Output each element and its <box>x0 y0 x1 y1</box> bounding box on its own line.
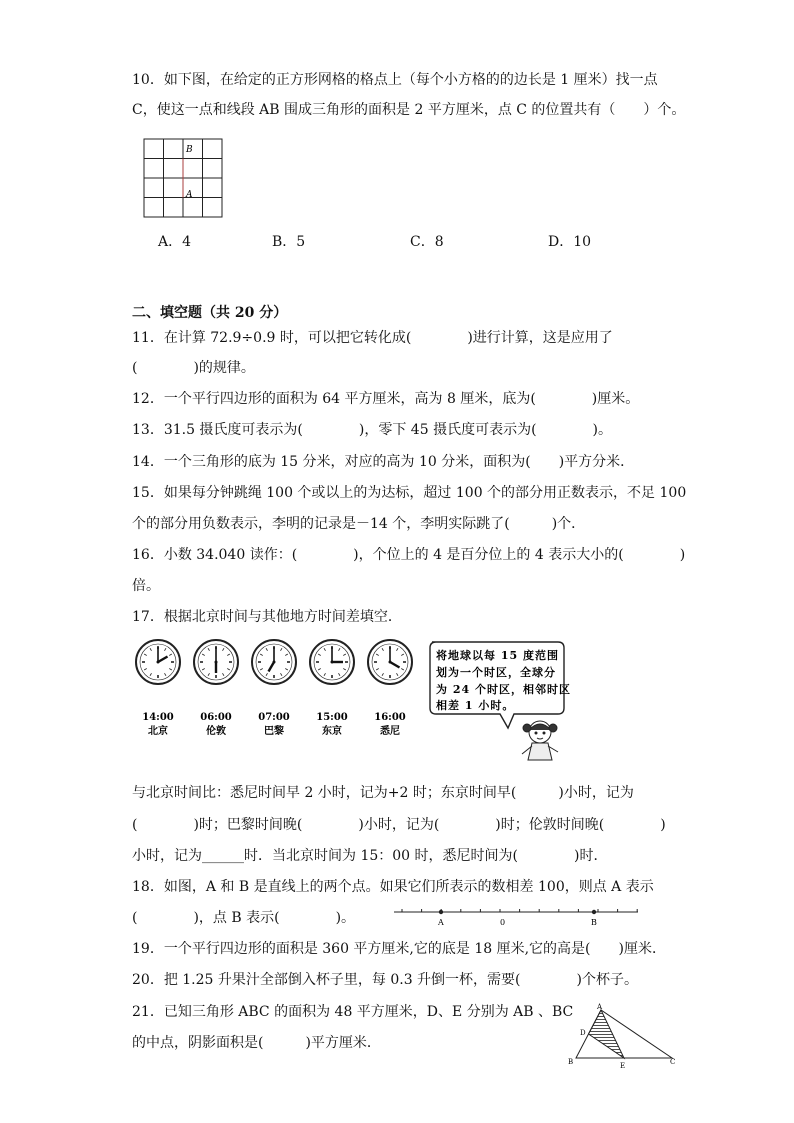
number-line-figure <box>392 902 642 928</box>
q13-text: 13．31.5 摄氏度可表示为( )，零下 45 摄氏度可表示为( )。 <box>132 422 612 438</box>
clock-time-label: 06:00 <box>200 712 232 723</box>
clock-4 <box>310 640 354 737</box>
clock-time-label: 16:00 <box>374 712 406 723</box>
clock-city-label: 北京 <box>148 726 168 737</box>
q18-line-2: ( )，点 B 表示( )。 <box>132 910 356 926</box>
q21-line-1: 21．已知三角形 ABC 的面积为 48 平方厘米，D、E 分别为 AB 、BC <box>132 1004 574 1020</box>
q20-text: 20．把 1.25 升果汁全部倒入杯子里，每 0.3 升倒一杯，需要( )个杯子。 <box>132 972 638 988</box>
q12-text: 12．一个平行四边形的面积为 64 平方厘米，高为 8 厘米，底为( )厘米。 <box>132 391 640 407</box>
bubble-line-2: 划为一个时区，全球分 <box>436 666 556 679</box>
bubble-line-3: 为 24 个时区，相邻时区 <box>436 683 571 696</box>
triangle-label-b: B <box>568 1058 574 1066</box>
q14-text: 14．一个三角形的底为 15 分米，对应的高为 10 分米，面积为( )平方分米． <box>132 454 635 470</box>
grid-label-a: A <box>186 190 193 200</box>
clock-time-label: 15:00 <box>316 712 348 723</box>
q10-line-2: C，使这一点和线段 AB 围成三角形的面积是 2 平方厘米，点 C 的位置共有（ ）个。 <box>132 102 686 118</box>
q16-line-1: 16．小数 34.040 读作：( )，个位上的 4 是百分位上的 4 表示大小的( ) <box>132 547 686 563</box>
section-title: 二、填空题（共 20 分） <box>132 305 288 321</box>
q15-line-2: 个的部分用负数表示，李明的记录是－14 个，李明实际跳了( )个． <box>132 516 586 532</box>
clock-5 <box>368 640 412 737</box>
q11-line-2: ( )的规律。 <box>132 360 255 376</box>
q10-line-1: 10．如下图，在给定的正方形网格的格点上（每个小方格的的边长是 1 厘米）找一点 <box>132 72 658 88</box>
q10-option-a: A．4 <box>158 234 192 250</box>
grid-label-b: B <box>186 145 193 155</box>
clock-city-label: 悉尼 <box>380 726 400 737</box>
clock-city-label: 巴黎 <box>264 726 284 737</box>
shaded-region <box>589 1010 625 1058</box>
q17-fill-1: 与北京时间比：悉尼时间早 2 小时，记为+2 时；东京时间早( )小时，记为 <box>132 785 634 801</box>
q17-fill-3: 小时，记为______时．当北京时间为 15：00 时，悉尼时间为( )时． <box>132 848 608 864</box>
point-b <box>592 910 596 914</box>
number-line-label-b: B <box>591 918 597 927</box>
triangle-label-d: D <box>580 1029 586 1037</box>
q10-option-b: B．5 <box>272 234 306 250</box>
clock-city-label: 东京 <box>322 726 342 737</box>
q10-option-d: D．10 <box>548 234 592 250</box>
q17-text: 17．根据北京时间与其他地方时间差填空． <box>132 609 402 625</box>
clock-1 <box>136 640 180 737</box>
q17-fill-2: ( )时；巴黎时间晚( )小时，记为( )时；伦敦时间晚( ) <box>132 817 666 833</box>
q10-option-c: C．8 <box>410 234 444 250</box>
number-line-label-zero: 0 <box>500 918 506 927</box>
q15-line-1: 15．如果每分钟跳绳 100 个或以上的为达标，超过 100 个的部分用正数表示，不足 100 <box>132 485 687 501</box>
clock-time-label: 07:00 <box>258 712 290 723</box>
girl-illustration-icon <box>522 721 558 760</box>
bubble-line-4: 相差 1 小时。 <box>436 699 515 712</box>
time-zone-speech-bubble <box>426 638 576 766</box>
q21-line-2: 的中点，阴影面积是( )平方厘米． <box>132 1035 381 1051</box>
point-a <box>439 910 443 914</box>
number-line-label-a: A <box>438 918 444 927</box>
q19-text: 19．一个平行四边形的面积是 360 平方厘米,它的底是 18 厘米,它的高是( )厘米． <box>132 941 666 957</box>
clock-2 <box>194 640 238 737</box>
triangle-label-a: A <box>597 1003 603 1011</box>
square-grid-figure <box>140 135 226 221</box>
clock-city-label: 伦敦 <box>206 726 226 737</box>
triangle-label-c: C <box>670 1058 676 1066</box>
clock-3 <box>252 640 296 737</box>
triangle-label-e: E <box>620 1062 626 1070</box>
clock-time-label: 14:00 <box>142 712 174 723</box>
clocks-figure <box>132 636 432 740</box>
triangle-abc-figure <box>564 1000 684 1072</box>
bubble-line-1: 将地球以每 15 度范围 <box>436 649 559 662</box>
q18-line-1: 18．如图，A 和 B 是直线上的两个点。如果它们所表示的数相差 100，则点 A 表示 <box>132 879 654 895</box>
q11-line-1: 11．在计算 72.9÷0.9 时，可以把它转化成( )进行计算，这是应用了 <box>132 330 613 346</box>
q16-line-2: 倍。 <box>132 578 160 594</box>
